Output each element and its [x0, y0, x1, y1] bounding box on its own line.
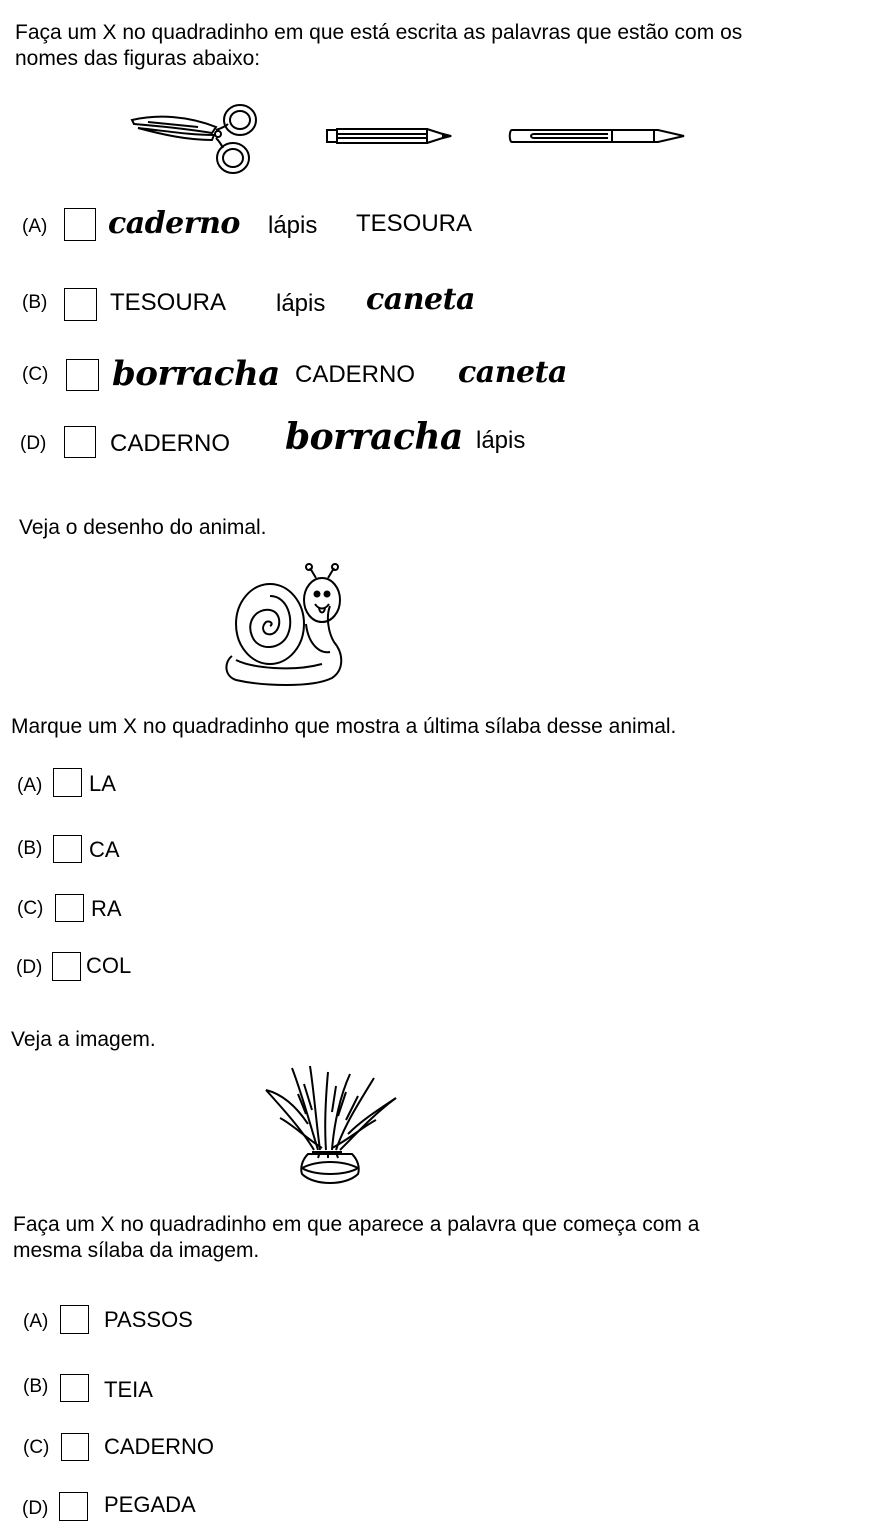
- q1-option-c-word-3: caneta: [458, 355, 567, 390]
- q1-option-c-checkbox[interactable]: [66, 359, 99, 391]
- q2-option-c-text: RA: [91, 896, 122, 921]
- q1-option-c-word-1: borracha: [112, 354, 280, 394]
- q3-prompt-line1: Faça um X no quadradinho em que aparece a palavra que começa com a: [13, 1213, 700, 1236]
- q2-option-a-letter: (A): [17, 775, 43, 796]
- q3-option-b-letter: (B): [23, 1376, 49, 1397]
- q1-option-d-word-3: lápis: [476, 427, 526, 454]
- q1-option-d-letter: (D): [20, 433, 47, 454]
- q2-option-a-text: LA: [89, 771, 116, 796]
- q1-prompt-line1: Faça um X no quadradinho em que está escrita as palavras que estão com os: [15, 21, 743, 44]
- q3-option-a-letter: (A): [23, 1311, 49, 1332]
- q1-option-a-word-2: lápis: [268, 212, 318, 239]
- q1-option-d-word-2: borracha: [285, 416, 463, 458]
- potted-plant-icon: [262, 1064, 398, 1192]
- q1-option-c-letter: (C): [22, 364, 49, 385]
- q3-option-c-letter: (C): [23, 1437, 50, 1458]
- q3-intro: Veja a imagem.: [11, 1028, 156, 1051]
- q2-option-b-letter: (B): [17, 838, 43, 859]
- q3-option-d-letter: (D): [22, 1498, 49, 1519]
- q1-option-a-checkbox[interactable]: [64, 208, 96, 241]
- q1-option-d-checkbox[interactable]: [64, 426, 96, 458]
- q3-option-c-text: CADERNO: [104, 1434, 215, 1459]
- q2-prompt: Marque um X no quadradinho que mostra a última sílaba desse animal.: [11, 715, 677, 738]
- q1-option-b-word-2: lápis: [276, 290, 326, 317]
- q2-option-d-letter: (D): [16, 957, 43, 978]
- q1-option-a-letter: (A): [22, 216, 48, 237]
- scissors-icon: [128, 100, 263, 178]
- q1-prompt-line2: nomes das figuras abaixo:: [15, 47, 261, 70]
- q3-option-b-checkbox[interactable]: [60, 1374, 89, 1402]
- q1-option-d-word-1: CADERNO: [110, 430, 231, 457]
- q1-option-a-word-3: TESOURA: [356, 210, 473, 237]
- q2-option-b-text: CA: [89, 837, 120, 862]
- q3-option-c-checkbox[interactable]: [61, 1433, 89, 1461]
- pencil-icon: [325, 126, 455, 146]
- q3-option-d-text: PEGADA: [104, 1492, 196, 1517]
- q1-option-b-checkbox[interactable]: [64, 288, 97, 321]
- q1-option-b-letter: (B): [22, 292, 48, 313]
- q3-option-b-text: TEIA: [104, 1377, 153, 1402]
- q2-option-c-checkbox[interactable]: [55, 894, 84, 922]
- q3-option-a-text: PASSOS: [104, 1307, 193, 1332]
- q2-option-c-letter: (C): [17, 898, 44, 919]
- pen-icon: [508, 125, 688, 147]
- q2-option-d-text: COL: [86, 953, 132, 978]
- q2-option-a-checkbox[interactable]: [53, 768, 82, 797]
- q1-option-b-word-3: caneta: [366, 282, 475, 317]
- q2-option-d-checkbox[interactable]: [52, 952, 81, 981]
- q1-option-b-word-1: TESOURA: [110, 289, 227, 316]
- q2-option-b-checkbox[interactable]: [53, 835, 82, 863]
- q3-option-a-checkbox[interactable]: [60, 1305, 89, 1334]
- q3-option-d-checkbox[interactable]: [59, 1492, 88, 1521]
- q1-option-c-word-2: CADERNO: [295, 361, 416, 388]
- q3-prompt-line2: mesma sílaba da imagem.: [13, 1239, 260, 1262]
- q1-option-a-word-1: caderno: [108, 206, 240, 241]
- snail-icon: [222, 564, 352, 688]
- q2-intro: Veja o desenho do animal.: [19, 516, 267, 539]
